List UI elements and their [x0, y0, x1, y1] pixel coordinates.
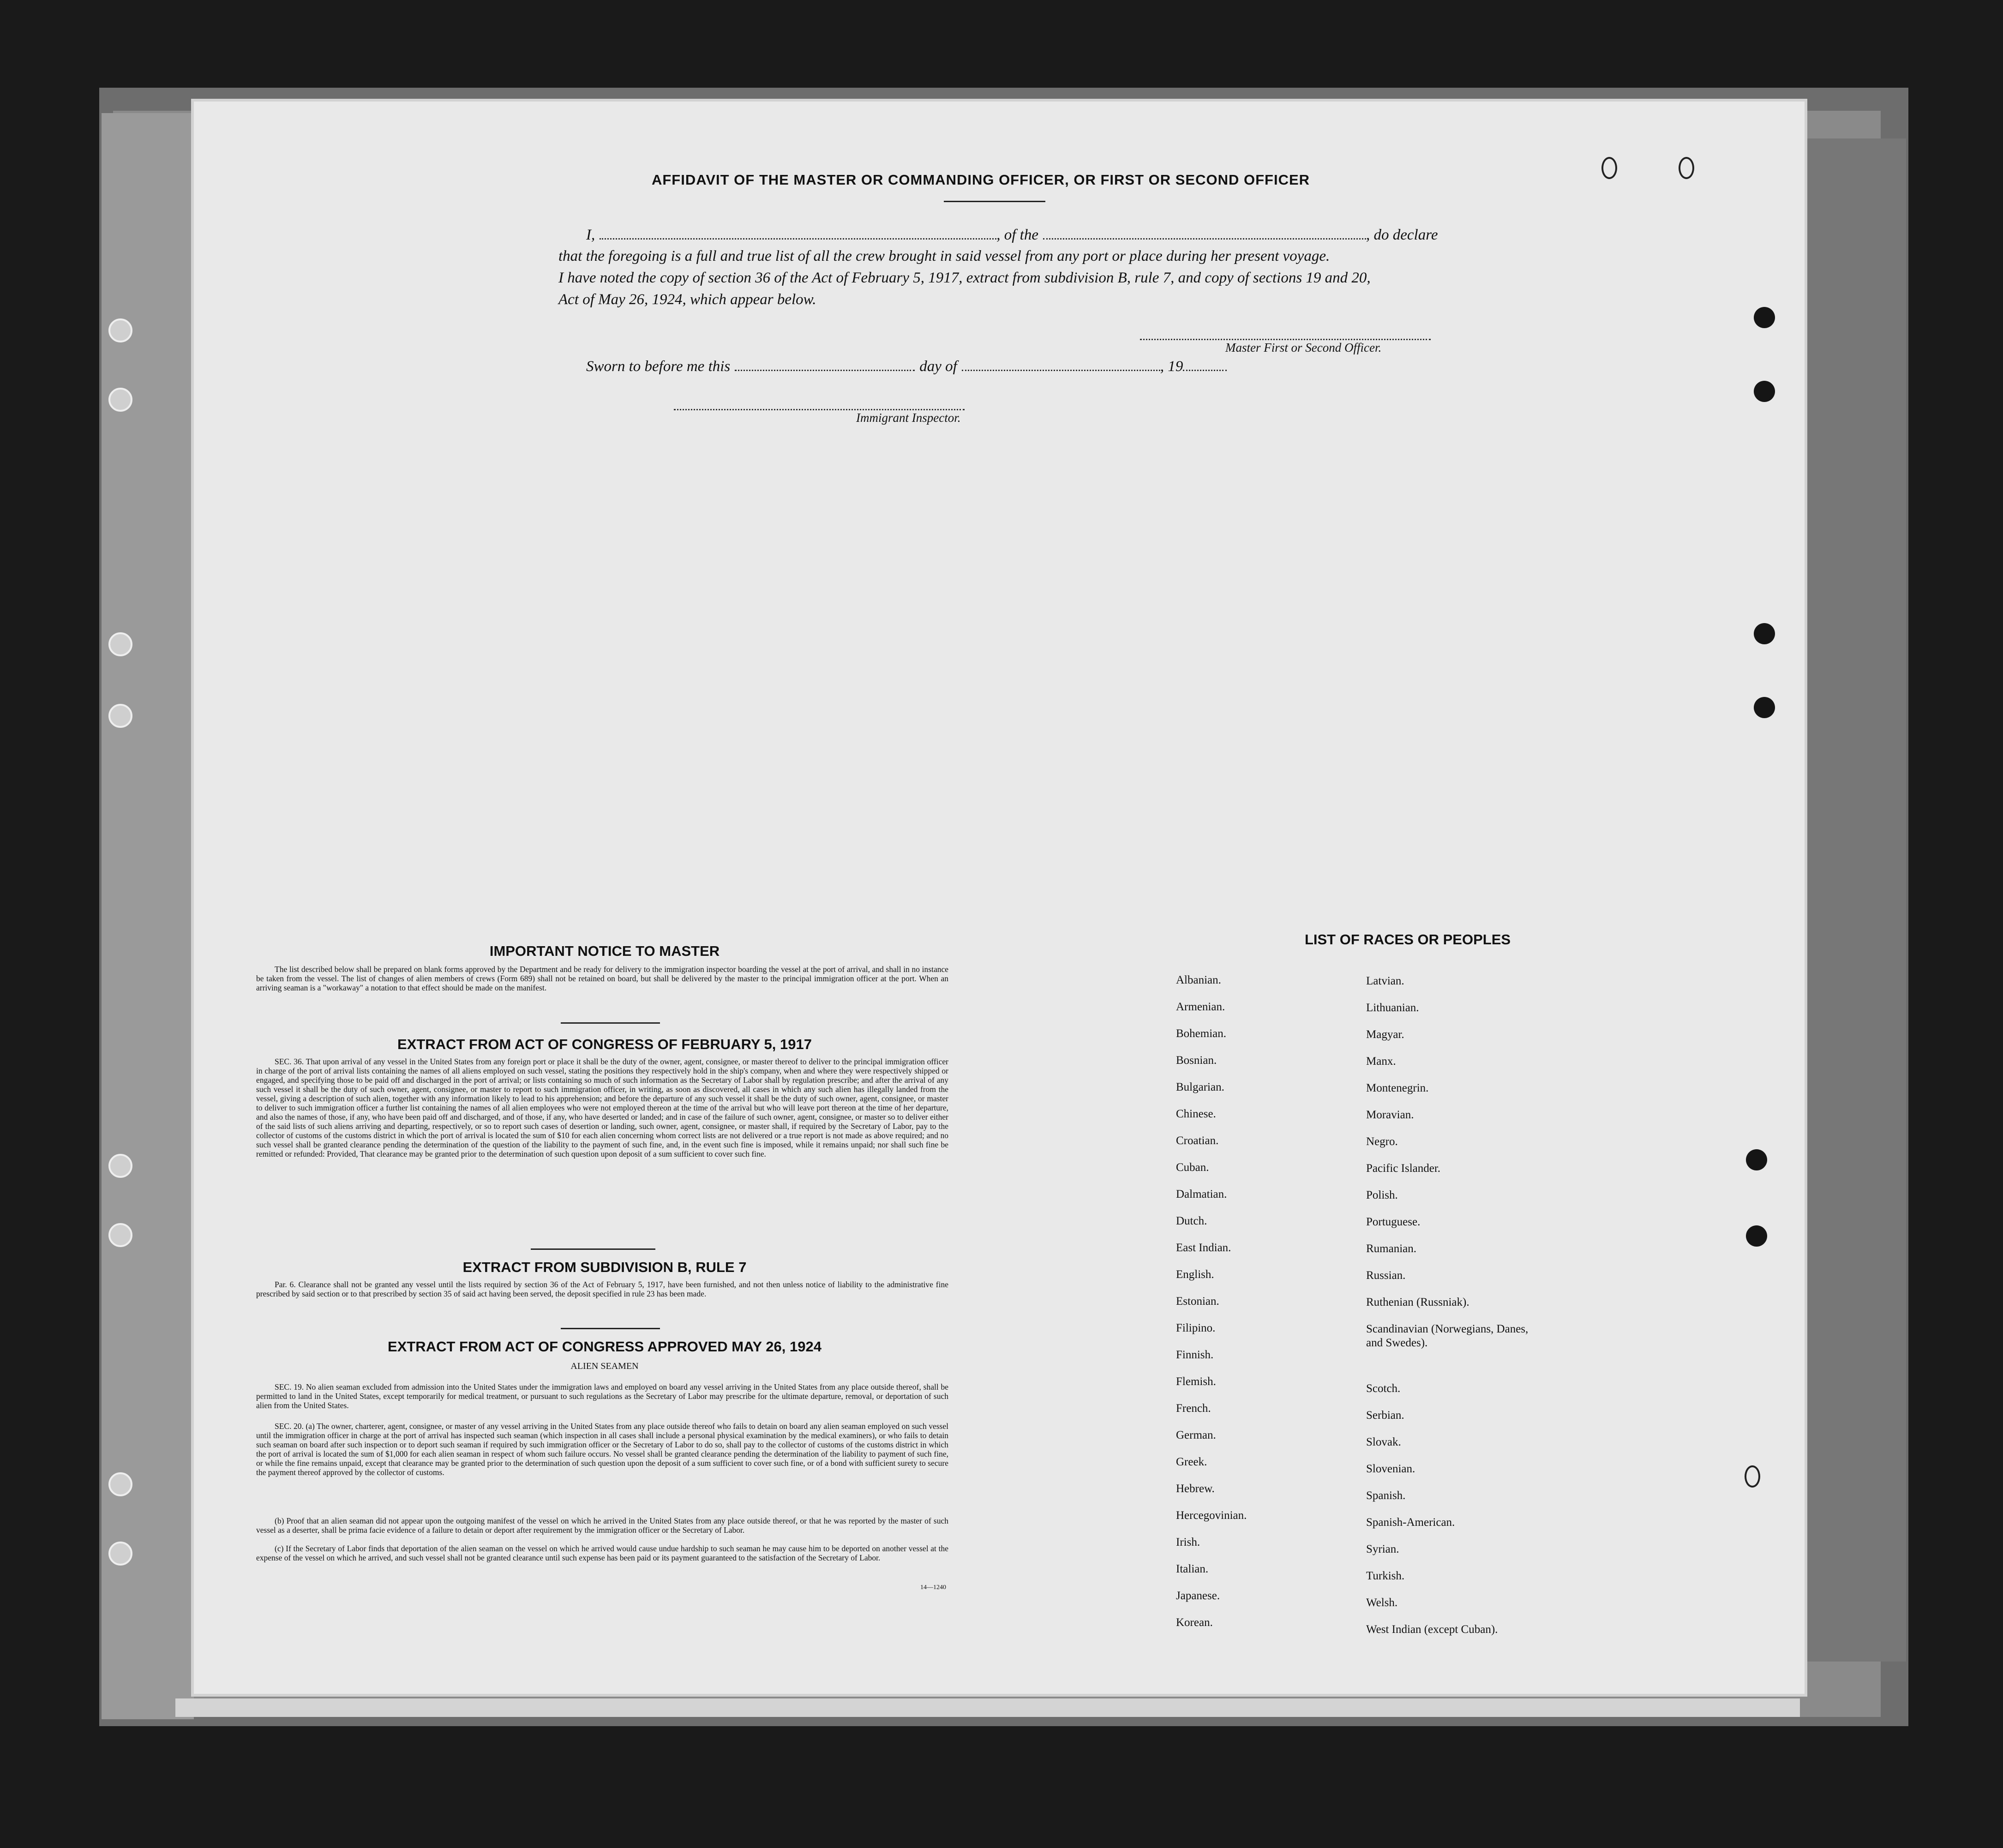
race-item: Flemish.: [1176, 1375, 1216, 1388]
race-item: West Indian (except Cuban).: [1366, 1623, 1498, 1636]
binder-hole: [1754, 623, 1775, 644]
form-number: 14—1240: [920, 1584, 946, 1591]
sworn-year-blank: [1183, 358, 1227, 371]
binder-hole: [108, 1472, 132, 1496]
race-item: Turkish.: [1366, 1570, 1405, 1582]
sec20c-text: (c) If the Secretary of Labor finds that deportation of the alien seaman on the vessel on which he arrived would cause undue hardship to such seaman he may cause him to be deported on another vessel at the expense of the vessel on which he arrived, and such vessel shall not be granted clearance until such expense has been paid or its payment guaranteed to the satisfaction of the Secretary of Labor.: [256, 1544, 948, 1562]
race-item: Hercegovinian.: [1176, 1509, 1247, 1522]
binder-hole: [108, 318, 132, 342]
sec20b-text: (b) Proof that an alien seaman did not appear upon the outgoing manifest of the vessel on which he arrived in the United States from any place outside thereof, or that he was reported by the master of such vessel as a deserter, shall be prima facie evidence of a failure to detain or deport after requirement by the immigration officer or the Secretary of Labor.: [256, 1516, 948, 1535]
divider: [944, 201, 1045, 202]
sworn-line: [586, 358, 1227, 375]
inspector-signature-blank: [674, 397, 965, 410]
race-item: Serbian.: [1366, 1409, 1404, 1422]
race-item: Bosnian.: [1176, 1054, 1217, 1067]
race-item: Moravian.: [1366, 1109, 1414, 1121]
race-item: East Indian.: [1176, 1242, 1231, 1254]
race-item: Slovenian.: [1366, 1463, 1415, 1475]
race-item: Dalmatian.: [1176, 1188, 1227, 1200]
race-item: Greek.: [1176, 1456, 1207, 1468]
master-signature-blank: [1140, 327, 1431, 340]
affidavit-title: AFFIDAVIT OF THE MASTER OR COMMANDING OFFICER, OR FIRST OR SECOND OFFICER: [651, 172, 1310, 188]
binder-hole: [108, 632, 132, 656]
punch-mark: [1679, 157, 1694, 179]
punch-mark: [1601, 157, 1617, 179]
vessel-blank: [1043, 226, 1366, 240]
binder-hole: [1754, 697, 1775, 718]
race-item: Cuban.: [1176, 1161, 1209, 1174]
affidavit-declaration-line: [586, 226, 1438, 244]
affidavit-of-text: , of the: [996, 227, 1038, 243]
race-item: Armenian.: [1176, 1001, 1225, 1013]
race-item: Irish.: [1176, 1536, 1200, 1548]
race-item: Bulgarian.: [1176, 1081, 1224, 1093]
race-item: Chinese.: [1176, 1108, 1216, 1120]
binder-hole: [108, 388, 132, 412]
race-item: Albanian.: [1176, 974, 1221, 986]
race-item: Spanish-American.: [1366, 1516, 1455, 1529]
affidavit-line-2: that the foregoing is a full and true list of all the crew brought in said vessel from any port or place during her present voyage.: [558, 248, 1330, 264]
inspector-signature-label: Immigrant Inspector.: [856, 411, 961, 425]
race-item: Scotch.: [1366, 1382, 1401, 1395]
race-item: Spanish.: [1366, 1489, 1406, 1502]
extract-1917-title: EXTRACT FROM ACT OF CONGRESS OF FEBRUARY 5, 1917: [397, 1036, 812, 1052]
sec19-text: SEC. 19. No alien seaman excluded from admission into the United States under the immigration laws and employed on board any vessel arriving in the United States from any place outside thereof, shall be permitted to land in the United States, except temporarily for medical treatment, or pursuant to such regulations as the Secretary of Labor may prescribe for the ultimate departure, removal, or deportation of such alien from the United States.: [256, 1382, 948, 1410]
race-item: Manx.: [1366, 1055, 1396, 1068]
race-item: Dutch.: [1176, 1215, 1207, 1227]
race-item: Slovak.: [1366, 1436, 1401, 1448]
race-item: Croatian.: [1176, 1134, 1219, 1147]
race-item: Ruthenian (Russniak).: [1366, 1296, 1469, 1308]
name-blank: [600, 226, 996, 240]
race-item: Bohemian.: [1176, 1027, 1227, 1040]
race-item: Polish.: [1366, 1189, 1398, 1201]
races-title: LIST OF RACES OR PEOPLES: [1304, 931, 1511, 948]
affidavit-line-3: I have noted the copy of section 36 of the Act of February 5, 1917, extract from subdivision B, rule 7, and copy of sections 19 and 20,: [558, 270, 1371, 286]
race-item: Korean.: [1176, 1616, 1213, 1629]
page-bottom-edge: [175, 1698, 1800, 1717]
alien-seamen-subtitle: ALIEN SEAMEN: [570, 1361, 639, 1371]
race-item: Latvian.: [1366, 975, 1404, 987]
notice-title: IMPORTANT NOTICE TO MASTER: [489, 943, 720, 959]
binder-hole: [1746, 1149, 1767, 1170]
race-item: Japanese.: [1176, 1590, 1220, 1602]
race-item: Lithuanian.: [1366, 1002, 1419, 1014]
affidavit-i-text: I,: [586, 227, 595, 243]
extract-rule7-text: Par. 6. Clearance shall not be granted any vessel until the lists required by section 36 of the Act of February 5, 1917, have been furnished, and not then unless notice of liability to the administrative fine prescribed by said section or to that prescribed by section 35 of said act having been served, the deposit specified in rule 23 has been made.: [256, 1280, 948, 1298]
race-item: Portuguese.: [1366, 1216, 1421, 1228]
race-item: Rumanian.: [1366, 1242, 1417, 1255]
sworn-prefix: Sworn to before me this: [586, 358, 731, 375]
binder-hole: [108, 1542, 132, 1566]
sec20a-text: SEC. 20. (a) The owner, charterer, agent, consignee, or master of any vessel arriving in the United States from any place outside thereof who fails to detain on board any alien seaman employed on such vessel until the immigration officer in charge at the port of arrival has inspected such seaman (which inspection in all cases shall include a personal physical examination by the medical examiners), or who fails to detain such seaman on board after such inspection or to deport such seaman if required by such immigration officer or the Secretary of Labor to do so, shall pay to the collector of customs of the customs district in which the port of arrival is located the sum of $1,000 for each alien seaman in respect of whom such failure occurs. No vessel shall be granted clearance pending the determination of the liability to payment of such fine, or while the fine remains unpaid, except that clearance may be granted prior to the determination of such question upon the deposit of a sum sufficient to cover such fine, or of a bond with sufficient surety to secure the payment thereof approved by the collector of customs.: [256, 1422, 948, 1477]
race-item: Russian.: [1366, 1269, 1406, 1282]
sworn-day-blank: [735, 358, 915, 371]
extract-1924-title: EXTRACT FROM ACT OF CONGRESS APPROVED MAY 26, 1924: [388, 1338, 822, 1355]
race-item: Hebrew.: [1176, 1482, 1215, 1495]
race-item: Scandinavian (Norwegians, Danes, and Swedes).: [1366, 1323, 1529, 1349]
race-item: Negro.: [1366, 1135, 1398, 1148]
divider: [531, 1248, 655, 1250]
master-signature-label: Master First or Second Officer.: [1225, 341, 1382, 354]
race-item: English.: [1176, 1268, 1214, 1281]
binder-hole: [108, 1223, 132, 1247]
punch-mark: [1745, 1465, 1760, 1488]
right-sheet-edge: [1800, 138, 1906, 1662]
race-item: Syrian.: [1366, 1543, 1399, 1555]
race-item: Finnish.: [1176, 1349, 1214, 1361]
race-item: German.: [1176, 1429, 1216, 1441]
sworn-month-blank: [962, 358, 1160, 371]
divider: [561, 1022, 660, 1024]
race-item: Pacific Islander.: [1366, 1162, 1441, 1175]
race-item: French.: [1176, 1402, 1211, 1415]
binder-hole: [1754, 381, 1775, 402]
affidavit-declare-text: , do declare: [1366, 227, 1438, 243]
notice-text: The list described below shall be prepared on blank forms approved by the Department and be ready for delivery to the immigration inspector boarding the vessel at the port of arrival, and shall in no instance be taken from the vessel. The list of changes of alien members of crews (Form 689) shall not be retained on board, but shall be delivered by the master to the principal immigration officer at the port. When an arriving seaman is a "workaway" a notation to that effect should be made on the manifest.: [256, 965, 948, 992]
race-item: Montenegrin.: [1366, 1082, 1429, 1094]
binder-hole: [1746, 1225, 1767, 1247]
sworn-year-text: , 19: [1160, 358, 1183, 375]
binder-hole: [108, 1154, 132, 1178]
race-item: Welsh.: [1366, 1596, 1398, 1609]
race-item: Filipino.: [1176, 1322, 1216, 1334]
affidavit-line-4: Act of May 26, 1924, which appear below.: [558, 291, 816, 308]
binder-hole: [1754, 307, 1775, 328]
extract-rule7-title: EXTRACT FROM SUBDIVISION B, RULE 7: [462, 1259, 747, 1275]
divider: [561, 1328, 660, 1329]
sworn-day-text: day of: [919, 358, 957, 375]
extract-1917-text: SEC. 36. That upon arrival of any vessel in the United States from any foreign port or place it shall be the duty of the owner, agent, consignee, or master thereof to deliver to the principal immigration officer in charge of the port of arrival lists containing the names of all aliens employed on such vessel, stating the positions they respectively hold in the ship's company, when and where they were respectively shipped or engaged, and specifying those to be paid off and discharged in the port of arrival; or lists containing so much of such information as the Secretary of Labor shall by regulation prescribe; and after the arrival of any such vessel it shall be the duty of such owner, agent, consignee, or master to report to such immigration officer, in writing, as soon as discovered, all cases in which any such alien has illegally landed from the vessel, giving a description of such alien, together with any information likely to lead to his apprehension; and before the departure of any such vessel it shall be the duty of such owner, agent, consignee, or master to deliver to such immigration officer a further list containing the names of all alien employees who were not employed thereon at the time of the arrival but who will leave port thereon at the time of her departure, and also the names of those, if any, who have been paid off and discharged, and of those, if any, who have deserted or landed; and in case of the failure of such owner, agent, consignee, or master so to deliver either of the said lists of such aliens arriving and departing, respectively, or so to report such cases of desertion or landing, such owner, agent, consignee, or master shall, if required by the Secretary of Labor, pay to the collector of customs of the customs district in which the port of arrival is located the sum of $10 for each alien concerning whom correct lists are not delivered or a true report is not made as above required; and no such vessel shall be granted clearance pending the determination of the question of the liability to the payment of such fine, and, in the event such fine is imposed, while it remains unpaid; nor shall such fine be remitted or refunded: Provided, That clearance may be granted prior to the determination of such question upon deposit of a sum sufficient to cover such fine.: [256, 1057, 948, 1158]
race-item: Magyar.: [1366, 1028, 1404, 1041]
race-item: Italian.: [1176, 1563, 1209, 1575]
binder-hole: [108, 704, 132, 728]
race-item: Estonian.: [1176, 1295, 1219, 1308]
